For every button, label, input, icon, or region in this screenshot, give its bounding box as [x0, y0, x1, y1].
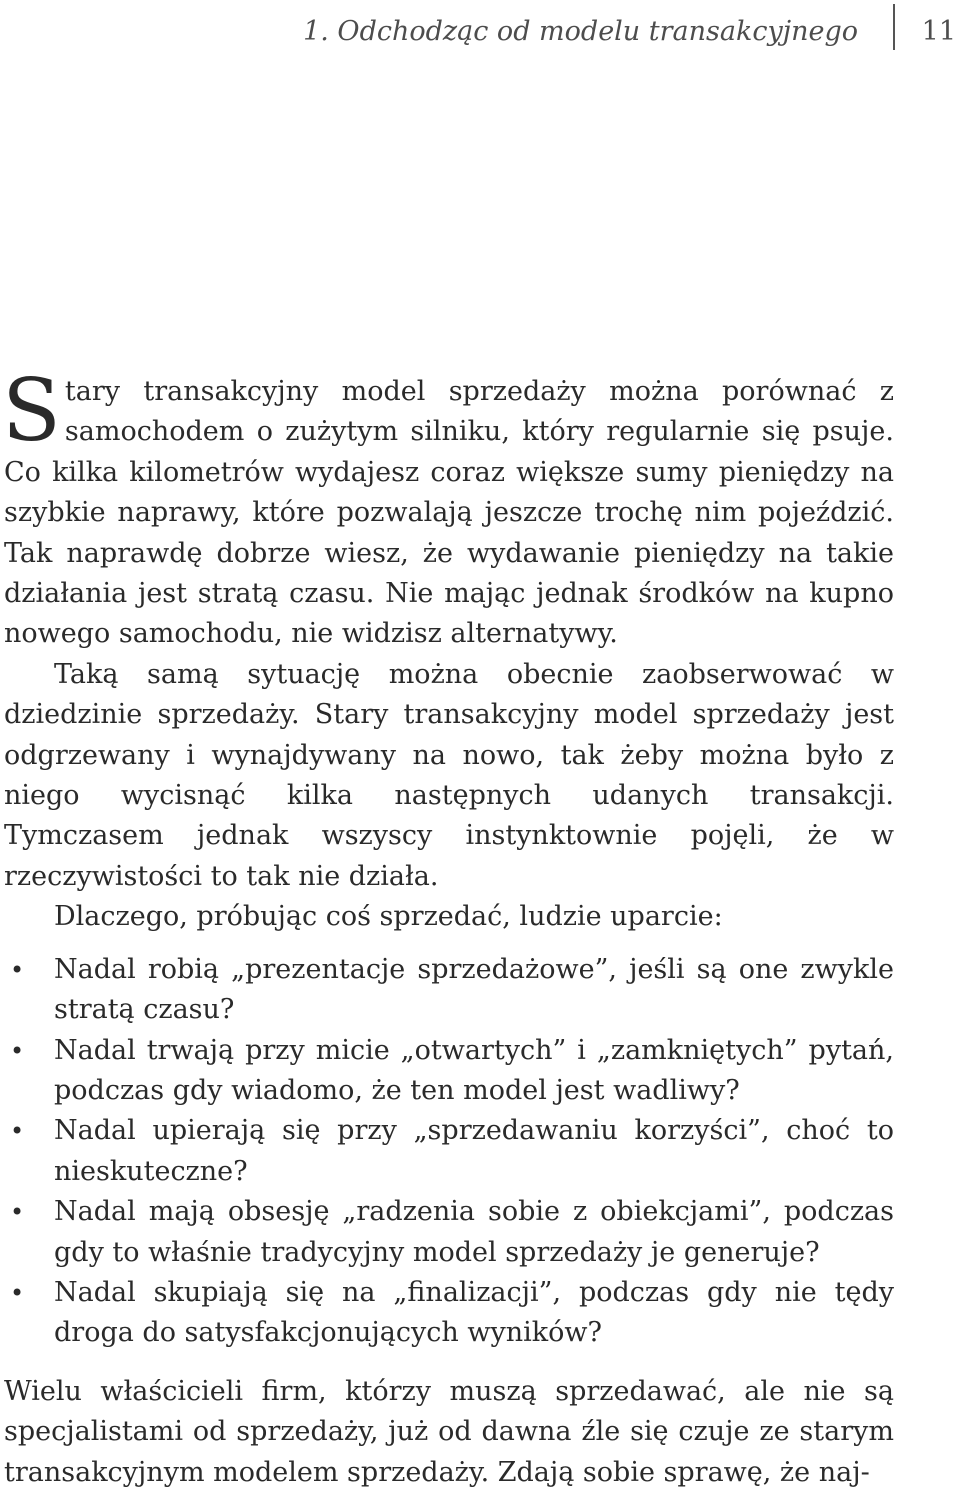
list-item-text: Nadal mają obsesję „radzenia sobie z obiekcjami”, podczas gdy to właśnie tradycyjny model sprzedaży je generuje? — [54, 1196, 894, 1268]
paragraph-intro — [2, 361, 894, 655]
page-body — [2, 361, 894, 1493]
paragraph-3: Dlaczego, próbując coś sprzedać, ludzie uparcie: — [54, 901, 723, 933]
bullet-list — [4, 950, 894, 1354]
bullet-icon: • — [10, 1278, 25, 1307]
list-item-text: Nadal skupiają się na „finalizacji”, podczas gdy nie tędy droga do satysfakcjonujących wyników? — [54, 1276, 894, 1349]
bullet-icon: • — [10, 1036, 25, 1065]
bullet-icon: • — [10, 1198, 25, 1227]
header-divider — [893, 4, 895, 50]
paragraph-2: Taką samą sytuację można obecnie zaobserwować w dziedzinie sprzedaży. Stary transakcyjny model sprzedaży jest odgrzewany i wynajdywany na nowo, tak żeby można było z niego wycisnąć kilka następnych udanych transakcji. Tymczasem jednak wszyscy instynktownie pojęli, że w rzeczywistości to tak nie działa. — [4, 658, 894, 892]
list-item — [4, 1192, 894, 1273]
paragraph-intro-text: tary transakcyjny model sprzedaży można porównać z samochodem o zużytym silniku, który regularnie się psuje. Co kilka kilometrów wydajesz coraz większe sumy pieniędzy na szybkie naprawy, które pozwalają jeszcze trochę nim pojeździć. Tak naprawdę dobrze wiesz, że wydawanie pieniędzy na takie działania jest stratą czasu. Nie mając jednak środków na kupno nowego samochodu, nie widzisz alternatywy. — [4, 376, 894, 650]
list-item-text: Nadal robią „prezentacje sprzedażowe”, jeśli są one zwykle stratą czasu? — [54, 953, 894, 1026]
drop-cap: S — [2, 361, 61, 461]
list-item — [4, 1273, 894, 1354]
list-item — [4, 950, 894, 1031]
running-head-title: 1. Odchodząc od modelu transakcyjnego — [303, 16, 858, 47]
page-header — [0, 0, 960, 60]
bullet-icon: • — [10, 955, 25, 984]
list-item — [4, 1111, 894, 1192]
paragraph-4: Wielu właścicieli firm, którzy muszą sprzedawać, ale nie są specjalistami od sprzedaży, już od dawna źle się czuje ze starym transakcyjnym modelem sprzedaży. Zdają sobie sprawę, że naj- — [4, 1375, 894, 1488]
list-item-text: Nadal upierają się przy „sprzedawaniu korzyści”, choć to nieskuteczne? — [54, 1115, 894, 1187]
page-number: 11 — [921, 16, 956, 47]
bullet-icon: • — [10, 1117, 25, 1146]
list-item-text: Nadal trwają przy micie „otwartych” i „zamkniętych” pytań, podczas gdy wiadomo, że ten model jest wadliwy? — [54, 1034, 894, 1106]
list-item — [4, 1031, 894, 1112]
